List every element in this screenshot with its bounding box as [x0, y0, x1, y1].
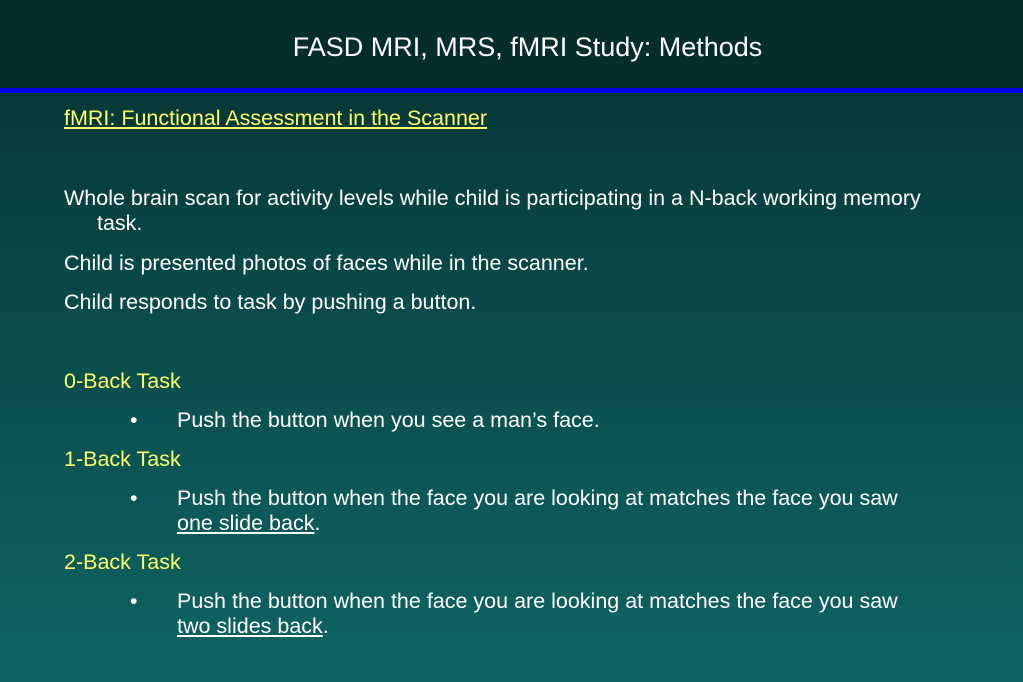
- paragraph-scan: Whole brain scan for activity levels while child is participating in a N-back working memory task.: [64, 186, 921, 235]
- task-end: .: [322, 614, 329, 638]
- section-subtitle: fMRI: Functional Assessment in the Scanner: [64, 106, 488, 130]
- title-divider: [0, 88, 1023, 93]
- task-bullet-0back: [64, 408, 937, 433]
- task-heading-2back: 2-Back Task: [64, 550, 181, 574]
- bullet-icon: •: [130, 589, 138, 613]
- task-heading-1back: 1-Back Task: [64, 447, 181, 471]
- task-text: Push the button when the face you are looking at matches the face you saw: [177, 589, 898, 613]
- task-bullet-2back: [64, 589, 937, 639]
- task-heading-0back: 0-Back Task: [64, 369, 181, 393]
- spacer: [64, 276, 964, 290]
- spacer: [64, 433, 964, 447]
- task-text: Push the button when the face you are looking at matches the face you saw: [177, 486, 898, 510]
- spacer: [64, 236, 964, 251]
- spacer: [64, 394, 964, 408]
- bullet-icon: •: [130, 486, 138, 510]
- spacer: [64, 472, 964, 486]
- task-emphasis: two slides back: [177, 614, 323, 638]
- slide-content: [64, 106, 964, 639]
- task-text: Push the button when you see a man’s face.: [177, 408, 600, 432]
- paragraph-photos: Child is presented photos of faces while in the scanner.: [64, 251, 589, 275]
- slide-title: FASD MRI, MRS, fMRI Study: Methods: [292, 32, 763, 62]
- task-emphasis: one slide back: [177, 511, 315, 535]
- task-end: .: [314, 511, 321, 535]
- spacer: [64, 575, 964, 589]
- spacer: [64, 315, 964, 369]
- task-bullet-1back: [64, 486, 937, 536]
- paragraph-button: Child responds to task by pushing a button.: [64, 290, 477, 314]
- bullet-icon: •: [130, 408, 138, 432]
- spacer: [64, 131, 964, 186]
- spacer: [64, 536, 964, 550]
